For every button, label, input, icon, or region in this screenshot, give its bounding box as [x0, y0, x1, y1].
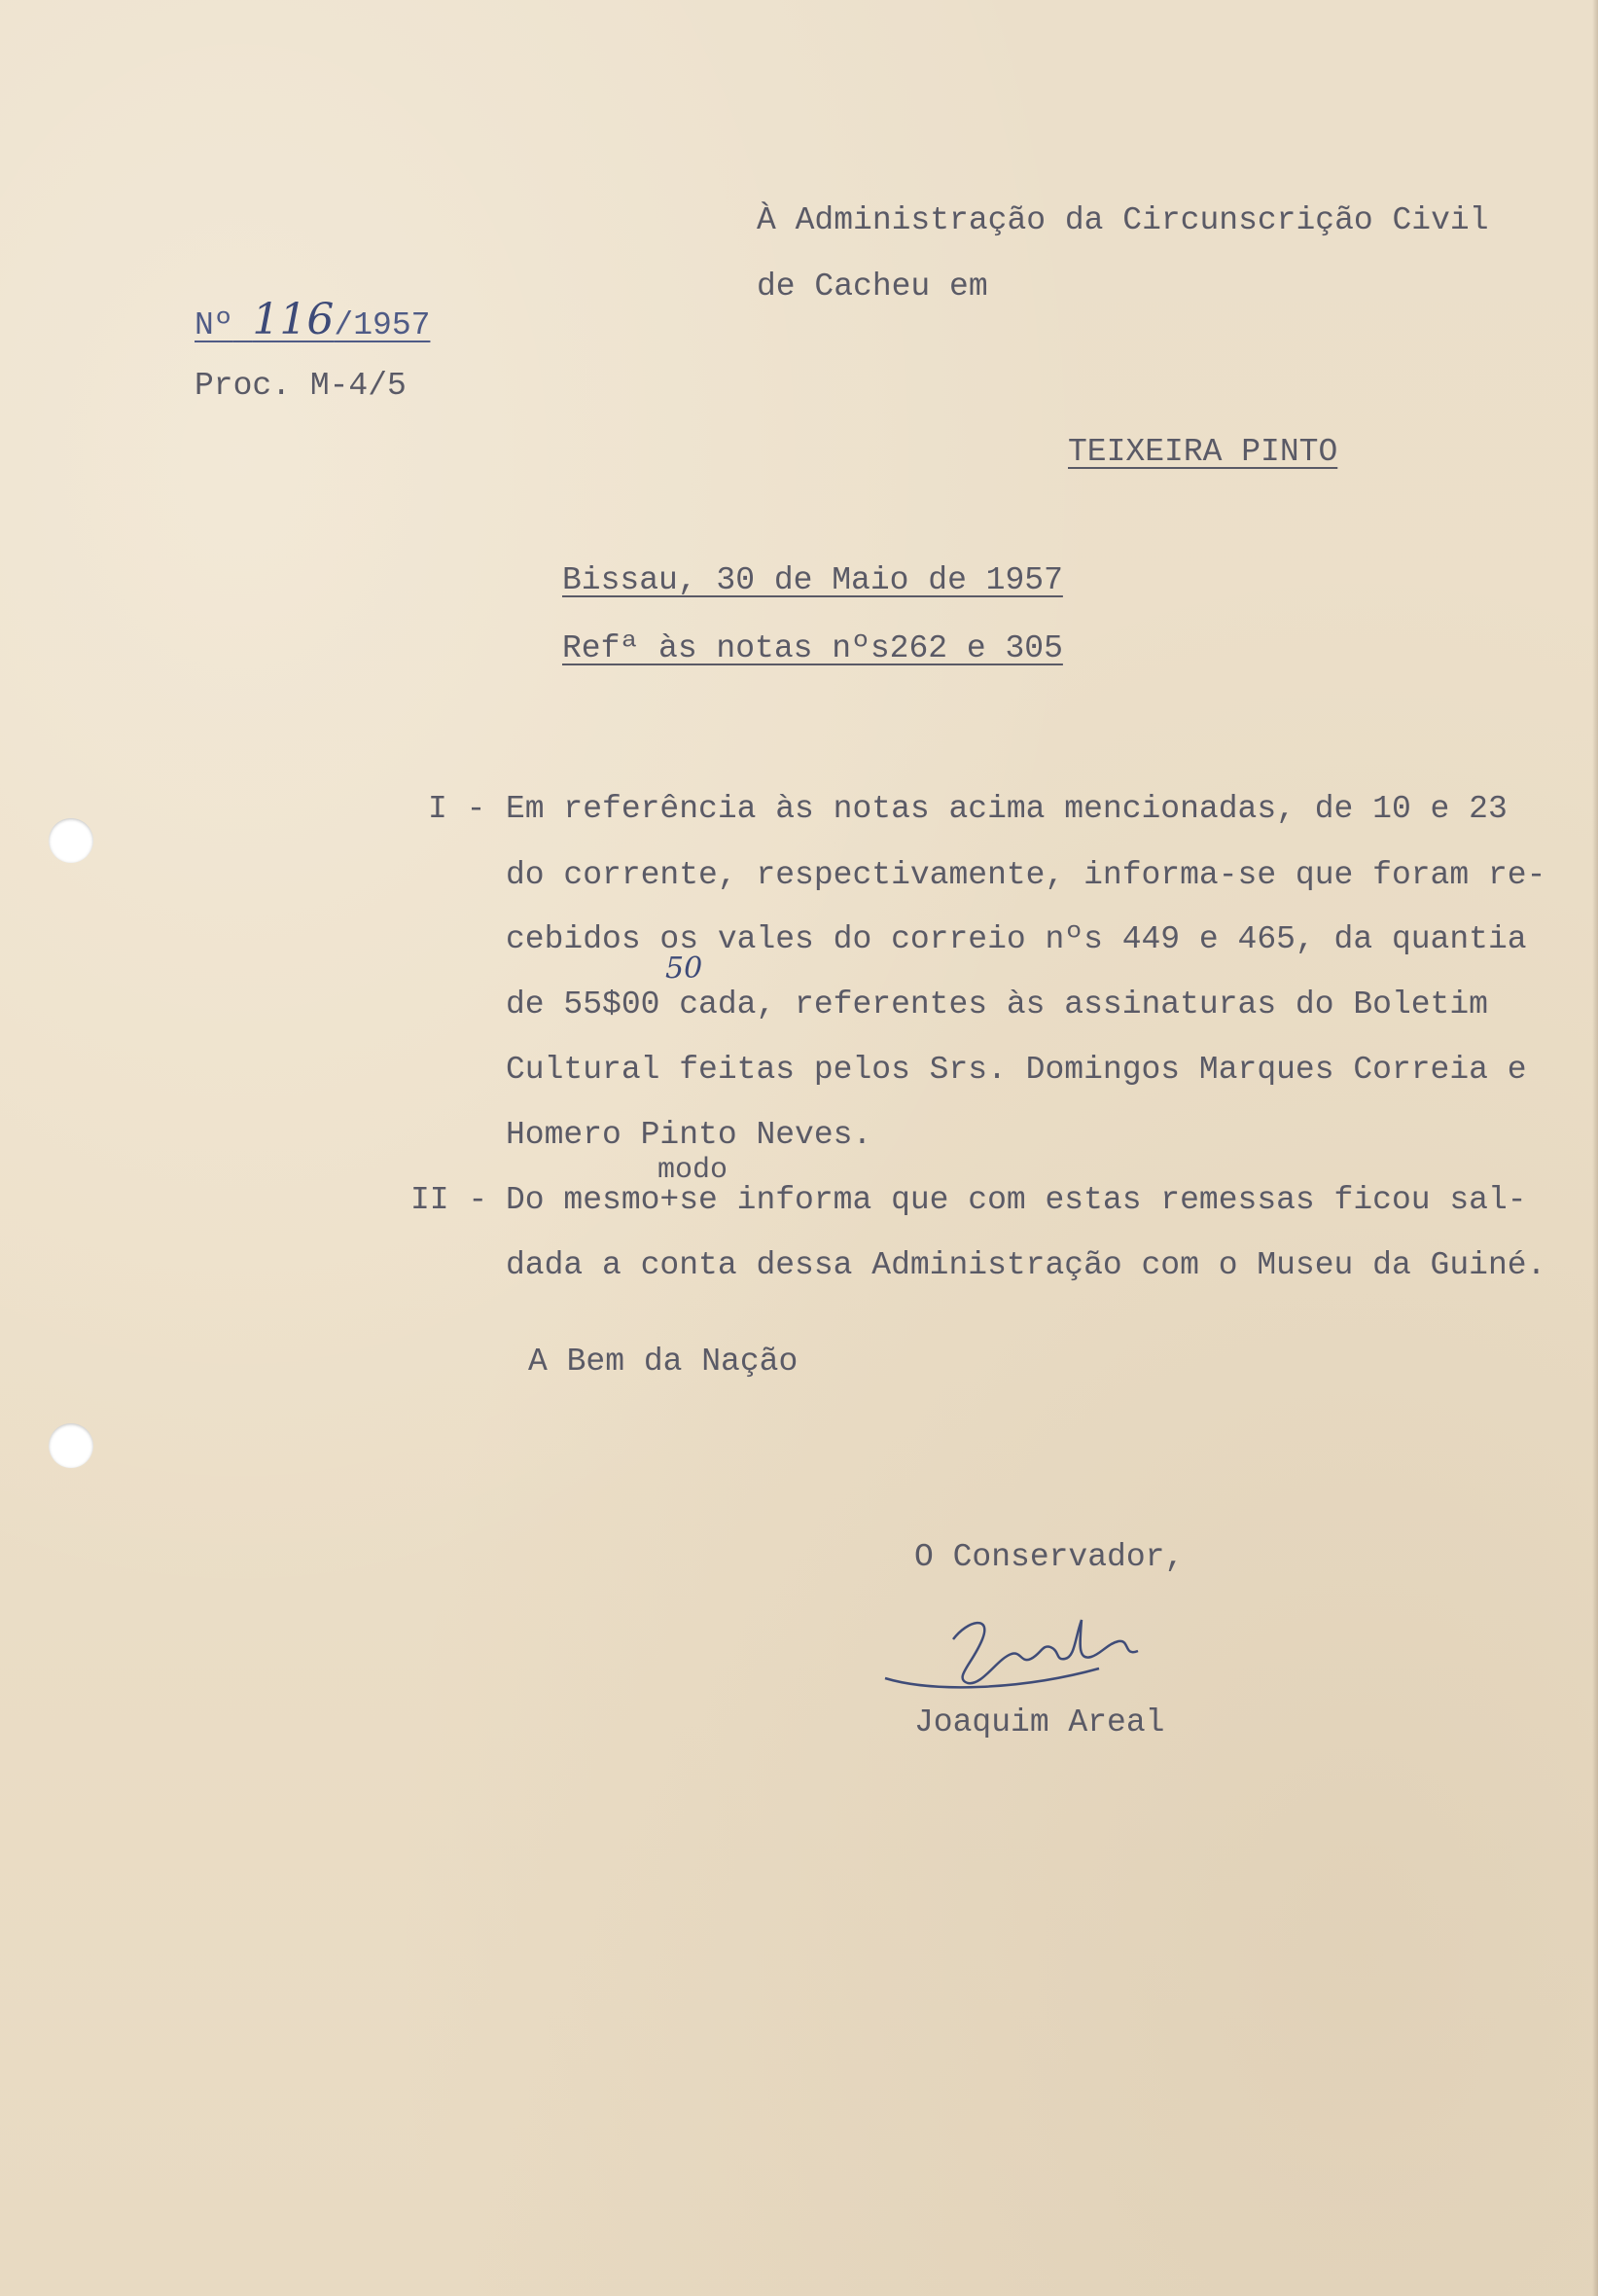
paragraph-1-line: Homero Pinto Neves. [506, 1117, 872, 1153]
recipient-line-2: de Cacheu em [757, 269, 988, 305]
paragraph-1-line: de 55$00 cada, referentes às assinaturas do Boletim [506, 987, 1488, 1022]
typed-insertion-modo: modo [657, 1154, 728, 1187]
recipient-line-1: À Administração da Circunscrição Civil [757, 202, 1489, 238]
paragraph-1-line: do corrente, respectivamente, informa-se que foram re- [506, 857, 1546, 893]
recipient-place: TEIXEIRA PINTO [1068, 434, 1338, 470]
signature-icon [875, 1600, 1167, 1707]
paragraph-2-line: dada a conta dessa Administração com o Museu da Guiné. [506, 1247, 1546, 1283]
paragraph-1-line: Cultural feitas pelos Srs. Domingos Marques Correia e [506, 1052, 1527, 1088]
paper-edge-shadow [1592, 0, 1598, 2296]
reference-number-year: /1957 [334, 307, 431, 343]
paragraph-2-number: II - [410, 1182, 488, 1218]
handwritten-insertion-50: 50 [665, 951, 703, 986]
punch-hole-bottom [49, 1423, 93, 1468]
paragraph-1-line: Em referência às notas acima mencionadas, de 10 e 23 [506, 791, 1508, 827]
signatory-title: O Conservador, [914, 1539, 1185, 1575]
punch-hole-top [49, 818, 93, 863]
reference-number-handwritten: 116 [252, 295, 335, 344]
paragraph-1-line: cebidos os vales do correio nºs 449 e 465, da quantia [506, 921, 1527, 957]
reference-notes-line: Refª às notas nºs262 e 305 [562, 630, 1063, 666]
reference-number [195, 295, 431, 345]
paragraph-1-number: I - [428, 791, 486, 827]
date-line: Bissau, 30 de Maio de 1957 [562, 562, 1063, 598]
closing-salutation: A Bem da Nação [528, 1344, 799, 1380]
reference-number-prefix: Nº [195, 307, 233, 343]
paragraph-2-line: Do mesmo+se informa que com estas remessas ficou sal- [506, 1182, 1527, 1218]
process-number: Proc. M-4/5 [195, 368, 407, 404]
signatory-name: Joaquim Areal [914, 1704, 1165, 1740]
